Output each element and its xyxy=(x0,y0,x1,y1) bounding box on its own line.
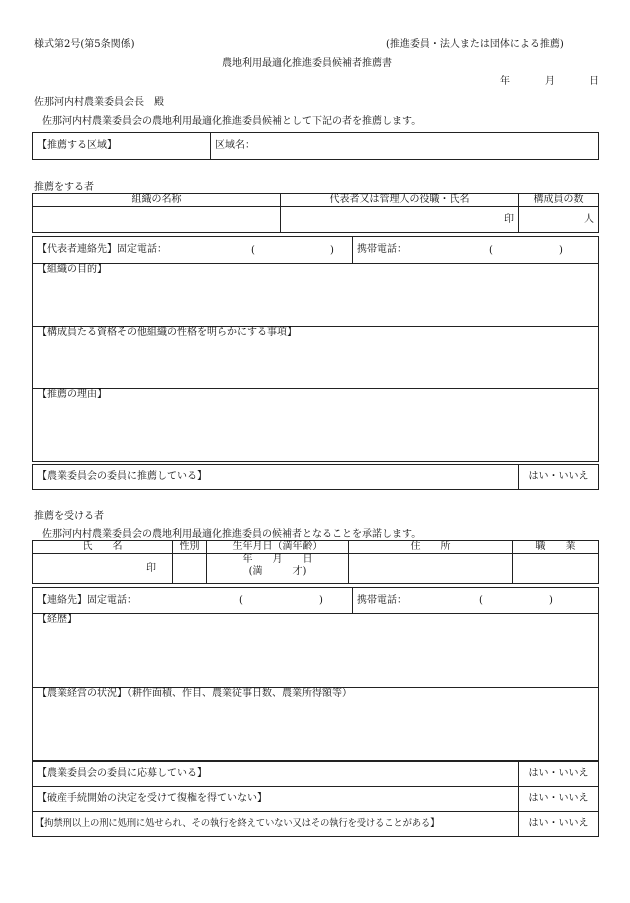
member-count-field[interactable] xyxy=(519,207,599,233)
imprisonment-yes-no[interactable]: はい・いいえ xyxy=(519,812,599,837)
rep-landline-label: 【代表者連絡先】固定電話： xyxy=(37,244,167,255)
seal-mark: 印 xyxy=(504,213,514,225)
org-name-field[interactable] xyxy=(33,207,281,233)
candidate-landline-field[interactable] xyxy=(33,588,353,614)
candidate-questions-table xyxy=(32,761,599,837)
col-sex: 性別 xyxy=(173,541,207,554)
candidate-consent: 佐那河内村農業委員会の農地利用最適化推進委員の候補者となることを承諾します。 xyxy=(42,529,422,540)
paren-open: ( xyxy=(251,245,255,256)
paren-close: ) xyxy=(330,245,334,256)
reason-field[interactable] xyxy=(33,389,599,462)
district-name-field[interactable] xyxy=(211,133,599,160)
paren-close: ) xyxy=(319,595,323,606)
org-purpose-field[interactable] xyxy=(33,264,599,327)
recommender-section-title: 推薦をする者 xyxy=(34,182,94,193)
applied-question: 【農業委員会の委員に応募している】 xyxy=(33,762,519,787)
col-occupation: 職 業 xyxy=(513,541,599,554)
candidate-details-table xyxy=(32,587,599,761)
col-org-name: 組織の名称 xyxy=(33,194,281,207)
district-table xyxy=(32,132,599,160)
farming-status-field[interactable] xyxy=(33,688,599,761)
recommended-question-table xyxy=(32,464,599,490)
qualification-field[interactable] xyxy=(33,327,599,389)
career-label: 【経歴】 xyxy=(37,614,77,625)
col-address: 住 所 xyxy=(349,541,513,554)
paren-open: ( xyxy=(239,595,243,606)
rep-mobile-field[interactable] xyxy=(353,237,599,264)
imprisonment-question: 【拘禁刑以上の刑に処刑に処せられ、その執行を終えていない又はその執行を受けることがある】 xyxy=(33,812,519,837)
addressee: 佐那河内村農業委員会長 殿 xyxy=(34,97,164,108)
applied-yes-no[interactable]: はい・いいえ xyxy=(519,762,599,787)
representative-field[interactable] xyxy=(281,207,519,233)
district-label: 【推薦する区域】 xyxy=(33,133,211,160)
candidate-landline-label: 【連絡先】固定電話： xyxy=(37,594,137,606)
candidate-occupation-field[interactable] xyxy=(513,554,599,584)
col-birthdate: 生年月日（満年齢） xyxy=(207,541,349,554)
candidate-mobile-label: 携帯電話： xyxy=(357,594,407,606)
org-purpose-label: 【組織の目的】 xyxy=(37,264,107,275)
paren-open: ( xyxy=(479,595,483,606)
col-representative: 代表者又は管理人の役職・氏名 xyxy=(281,194,519,207)
reason-label: 【推薦の理由】 xyxy=(37,389,107,400)
recommended-yes-no[interactable]: はい・いいえ xyxy=(519,465,599,490)
members-unit: 人 xyxy=(584,213,594,225)
recommender-table xyxy=(32,193,599,233)
bankruptcy-yes-no[interactable]: はい・いいえ xyxy=(519,787,599,812)
form-number: 様式第2号(第5条関係) xyxy=(34,39,135,50)
career-field[interactable] xyxy=(33,614,599,688)
paren-close: ) xyxy=(559,245,563,256)
birth-date-line: 年 月 日 xyxy=(242,554,313,565)
bankruptcy-question: 【破産手続開始の決定を受けて復権を得ていない】 xyxy=(33,787,519,812)
page-title: 農地利用最適化推進委員候補者推薦書 xyxy=(222,58,392,69)
intro-text: 佐那河内村農業委員会の農地利用最適化推進委員候補として下記の者を推薦します。 xyxy=(42,116,422,127)
birth-age-line: (満 才) xyxy=(248,566,307,577)
paren-close: ) xyxy=(549,595,553,606)
date-year: 年 xyxy=(500,76,510,87)
date-month: 月 xyxy=(545,76,555,87)
candidate-section-title: 推薦を受ける者 xyxy=(34,511,104,522)
rep-landline-field[interactable] xyxy=(33,237,353,264)
recommended-question: 【農業委員会の委員に推薦している】 xyxy=(33,465,519,490)
candidate-mobile-field[interactable] xyxy=(353,588,599,614)
qualification-label: 【構成員たる資格その他組織の性格を明らかにする事項】 xyxy=(37,327,297,338)
farming-status-label: 【農業経営の状況】（耕作面積、作目、農業従事日数、農業所得額等） xyxy=(37,688,352,699)
candidate-sex-field[interactable] xyxy=(173,554,207,584)
col-name: 氏 名 xyxy=(33,541,173,554)
candidate-address-field[interactable] xyxy=(349,554,513,584)
col-member-count: 構成員の数 xyxy=(519,194,599,207)
date-day: 日 xyxy=(589,76,599,87)
candidate-name-field[interactable] xyxy=(33,554,173,584)
candidate-seal: 印 xyxy=(146,562,156,574)
district-name-label: 区域名： xyxy=(215,140,255,151)
form-type-note: (推進委員・法人または団体による推薦) xyxy=(386,39,564,50)
recommender-details-table xyxy=(32,236,599,462)
rep-mobile-label: 携帯電話： xyxy=(357,244,407,255)
paren-open: ( xyxy=(489,245,493,256)
candidate-birth-field[interactable] xyxy=(207,554,349,584)
candidate-table xyxy=(32,540,599,584)
